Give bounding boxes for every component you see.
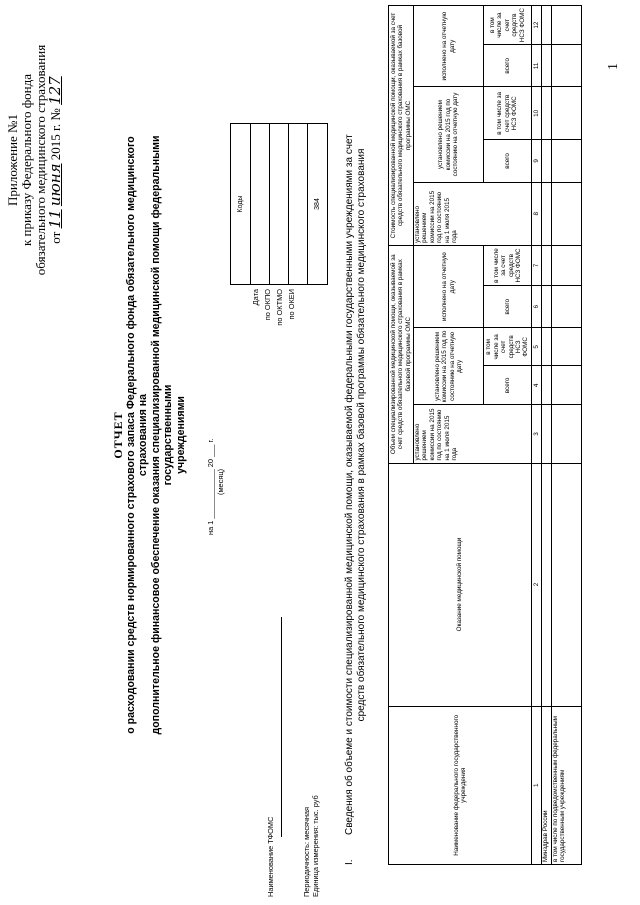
cost-established-report: установлено решением комиссии на 2015 год по состоянию на отчетную дату <box>414 87 484 182</box>
table-row <box>552 6 582 865</box>
code-okpo-cell <box>270 124 289 284</box>
section-line2: средств обязательного медицинского страхования в рамках базовой программы обязательного медицинского страхования <box>356 148 367 722</box>
section-number: I. <box>344 859 355 865</box>
handwritten-month: июня <box>46 163 64 207</box>
title-heading: ОТЧЕТ <box>111 411 125 459</box>
section-line1: Сведения об объеме и стоимости специализированной медицинской помощи, оказываемой федеральными государственными учреждениями за счет <box>344 134 355 835</box>
report-table <box>388 5 582 865</box>
handwritten-number: 127 <box>46 76 64 105</box>
cost-report-total: всего <box>484 140 532 182</box>
code-oktmo-cell <box>289 124 308 284</box>
title-line1: о расходовании средств нормированного страхового запаса Федерального фонда обязательного медицинского страхования на <box>124 136 149 734</box>
title-line3: учреждениями <box>174 396 187 474</box>
codes-box <box>230 123 328 285</box>
month-caption: (месяц) <box>216 468 225 495</box>
col-care-header: Оказание медицинской помощи <box>389 463 532 706</box>
cost-report-nsz: в том числе за счет средств НСЗ ФОМС <box>484 87 532 140</box>
label-okpo: по ОКПО <box>263 289 272 321</box>
code-okei-cell: 384 <box>314 198 321 210</box>
page-number: 1 <box>606 63 621 70</box>
appendix-header <box>6 15 63 305</box>
cost-exec-total: всего <box>484 45 532 87</box>
appendix-line1: Приложение №1 <box>5 114 20 206</box>
row-ministry: Минздрав России <box>542 706 552 864</box>
handwritten-day: 11 <box>46 209 64 229</box>
label-oktmo: по ОКТМО <box>275 289 284 326</box>
title-line2: дополнительное финансовое обеспечение оказания специализированной медицинской помощи федеральными государственными <box>149 135 174 735</box>
tfoms-label: Наименование ТФОМС <box>266 597 284 897</box>
group-volume-header: Объем специализированной медицинской помощи, оказываемой за счет средств обязательного медицинского страхования в рамках базовой программы ОМС <box>389 245 414 463</box>
vol-exec-nsz: в том числе за счет средств НСЗ ФОМС <box>484 245 532 285</box>
section-heading <box>344 35 368 865</box>
table-row <box>542 6 552 865</box>
group-cost-header: Стоимость специализированной медицинской помощи, оказываемой за счет средств обязательного медицинского страхования в рамках базовой программы ОМС <box>389 6 414 246</box>
label-okei: по ОКЕИ <box>287 289 296 320</box>
codes-header: Коды <box>231 124 251 284</box>
row-subordinate: в том числе по подведомственным федеральным государственным учреждениям <box>552 706 582 864</box>
col-institution-header: Наименование федерального государственного учреждения <box>389 706 532 864</box>
vol-executed: исполнено на отчетную дату <box>414 245 484 327</box>
meta-block <box>266 597 320 897</box>
cost-established-july: установлено решением комиссии на 2015 год по состоянию на 1 июля 2015 года <box>414 182 532 245</box>
label-date: Дата <box>251 289 260 306</box>
vol-established-july: установлено решением комиссии на 2015 год по состоянию на 1 июля 2015 года <box>414 405 532 463</box>
cost-executed: исполнено на отчетную дату <box>414 6 484 87</box>
code-date-cell <box>251 124 270 284</box>
unit: Единица измерения: тыс. руб <box>311 795 320 897</box>
vol-established-report: установлено решением комиссии на 2015 год по состоянию на отчетную дату <box>414 328 484 405</box>
vol-report-nsz: в том числе за счет средств НСЗ ФОМС <box>484 328 532 366</box>
cost-exec-nsz: в том числе за счет средств НСЗ ФОМС <box>484 6 532 45</box>
report-title <box>112 105 187 765</box>
vol-exec-total: всего <box>484 286 532 328</box>
codes-labels <box>250 289 298 339</box>
report-period: на 1 ____________ 20 ___ г. (месяц) <box>206 438 225 535</box>
periodicity: Периодичность: месячная <box>302 806 311 897</box>
appendix-line2: к приказу Федерального фонда <box>19 74 34 247</box>
appendix-line3: обязательного медицинского страхования <box>33 44 48 276</box>
appendix-line4: от 11 июня 2015 г. № 127 <box>46 76 64 244</box>
vol-report-total: всего <box>484 366 532 405</box>
column-numbers-row: 1 2 3 4 5 6 7 8 9 10 11 12 <box>532 6 542 865</box>
